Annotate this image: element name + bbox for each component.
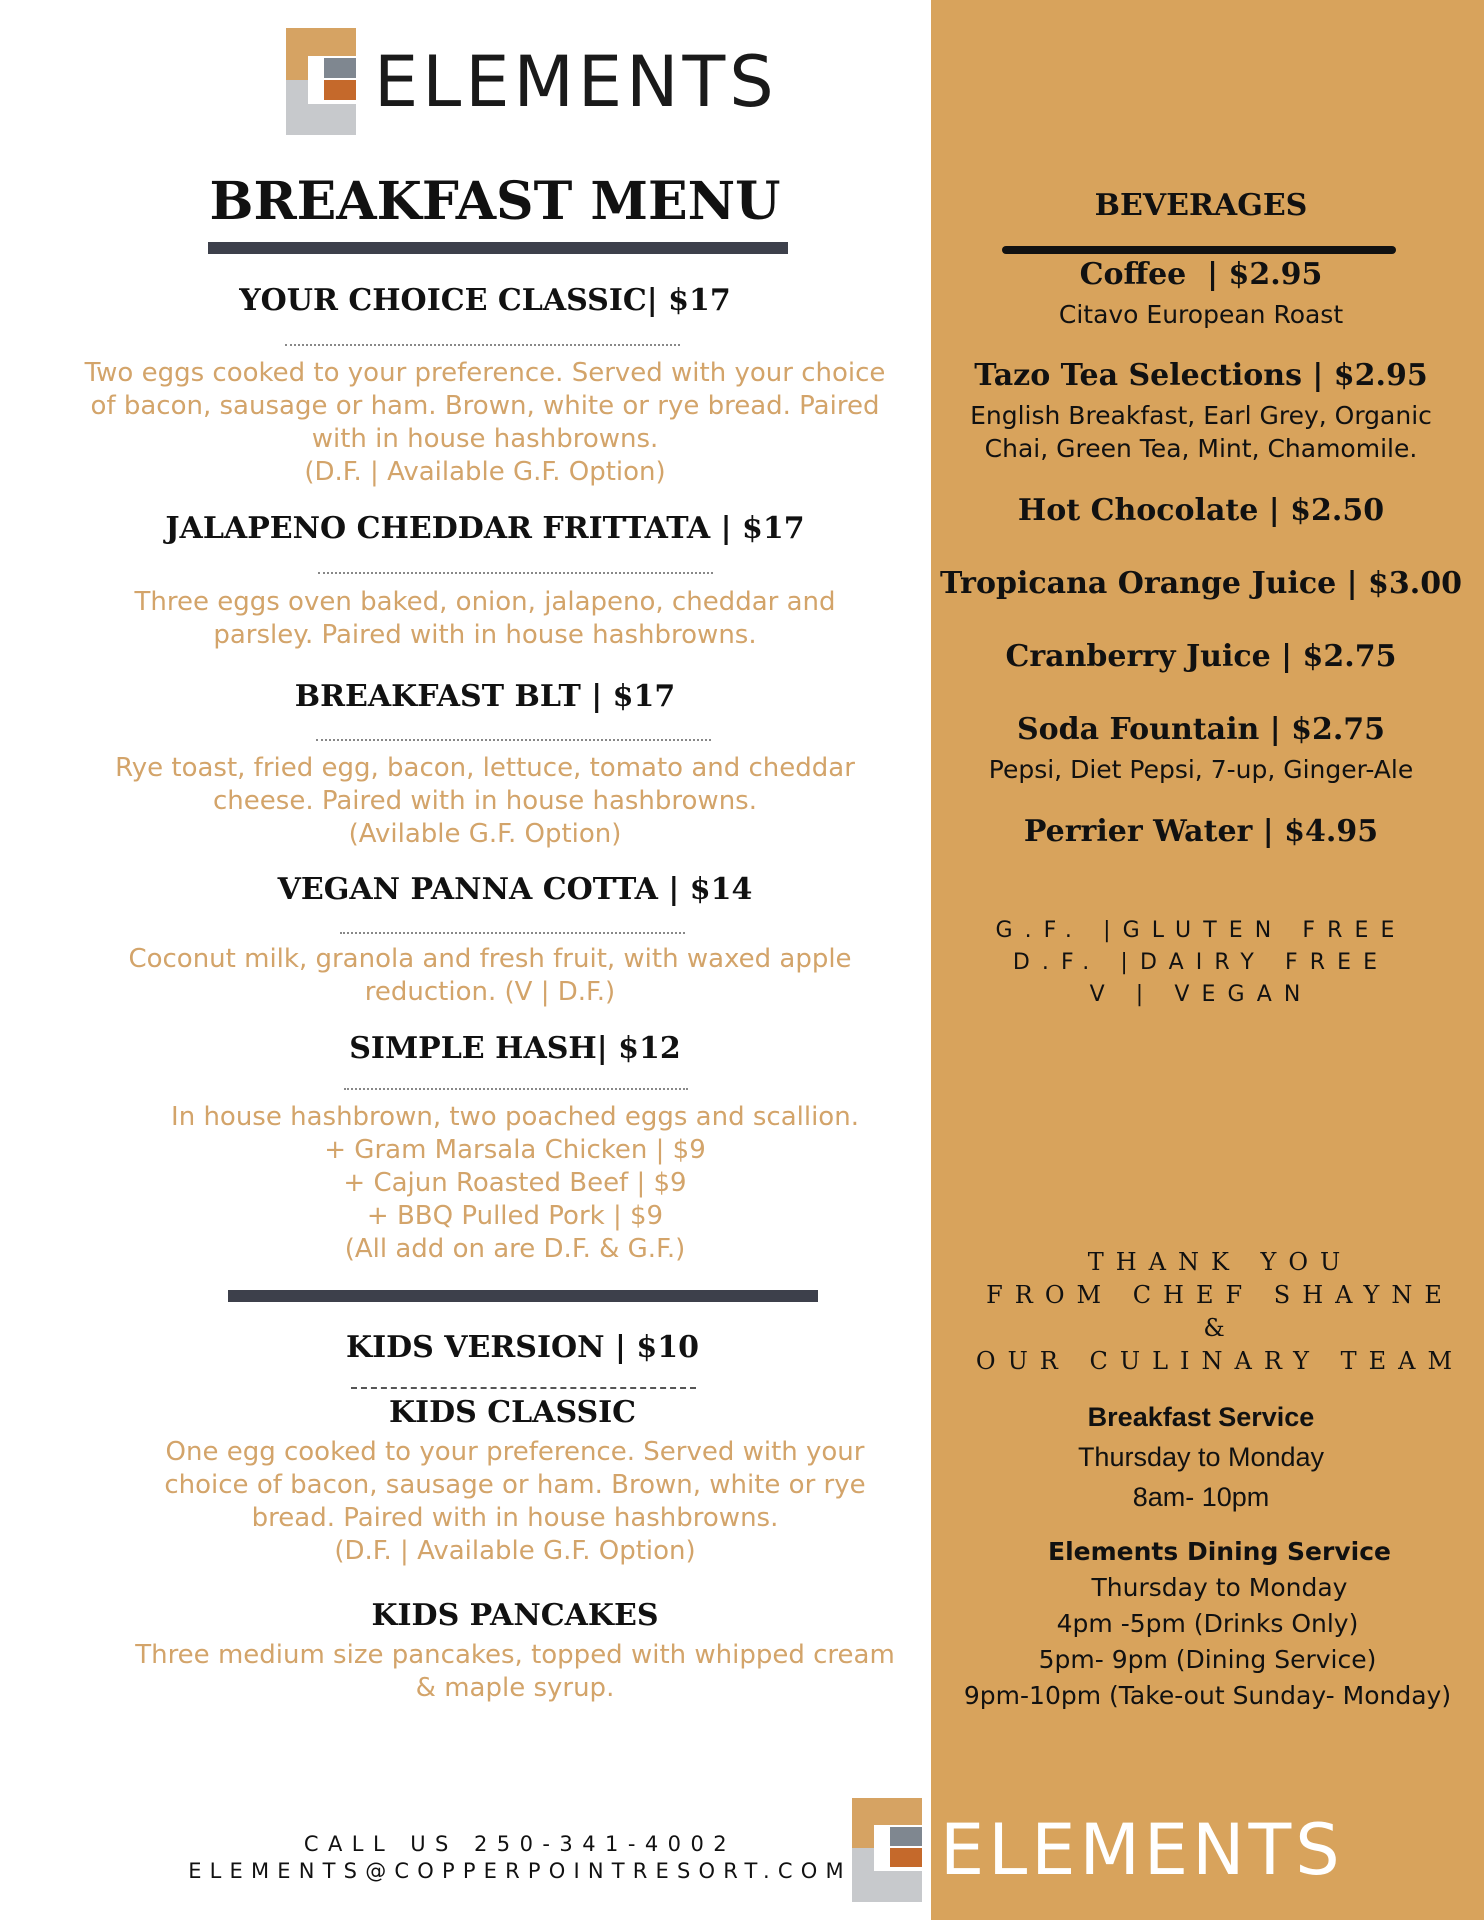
beverage-description: Pepsi, Diet Pepsi, 7-up, Ginger-Ale — [988, 755, 1414, 784]
item-divider — [340, 932, 685, 934]
menu-title: BREAKFAST MENU — [209, 171, 781, 232]
item-description: Coconut milk, granola and fresh fruit, with waxed apple reduction. (V | D.F.) — [128, 944, 852, 1007]
thank-you-message: THANK YOU FROM CHEF SHAYNE & OUR CULINARY TEAM — [975, 1248, 1465, 1375]
kids-pancakes-description: Three medium size pancakes, topped with whipped cream & maple syrup. — [135, 1640, 895, 1703]
item-divider — [316, 739, 711, 741]
kids-classic-description: One egg cooked to your preference. Served with your choice of bacon, sausage or ham. Brown, white or rye bread. Paired with in house hashbrowns. (D.F. | Available G.F. Option) — [164, 1437, 866, 1566]
beverage-name: Hot Chocolate | $2.50 — [1017, 493, 1385, 528]
contact-phone[interactable]: CALL US 250-341-4002 — [303, 1832, 737, 1856]
kids-section-bar — [228, 1290, 818, 1302]
item-title: SIMPLE HASH| $12 — [349, 1031, 681, 1066]
beverage-name: Tazo Tea Selections | $2.95 — [974, 358, 1428, 393]
kids-divider — [351, 1387, 696, 1389]
item-description: Two eggs cooked to your preference. Served with your choice of bacon, sausage or ham. Brown, white or rye bread. Paired with in house hashbrowns. (D.F. | Available G.F. Option) — [84, 358, 886, 487]
kids-pancakes-title: KIDS PANCAKES — [371, 1598, 659, 1633]
item-title: JALAPENO CHEDDAR FRITTATA | $17 — [165, 511, 805, 546]
item-divider — [318, 572, 713, 574]
contact-email[interactable]: ELEMENTS@COPPERPOINTRESORT.COM — [188, 1859, 852, 1883]
bottom-logo — [852, 1798, 1372, 1908]
beverage-name: Perrier Water | $4.95 — [1023, 814, 1379, 849]
item-description: Three eggs oven baked, onion, jalapeno, cheddar and parsley. Paired with in house hashbrowns. — [134, 587, 836, 650]
kids-title: KIDS VERSION | $10 — [346, 1330, 699, 1365]
beverage-name: Soda Fountain | $2.75 — [1016, 712, 1386, 747]
title-underline-bar — [208, 242, 788, 254]
dietary-legend: G.F. |GLUTEN FREE D.F. |DAIRY FREE V | VEGAN — [995, 918, 1407, 1007]
item-description: In house hashbrown, two poached eggs and scallion. + Gram Marsala Chicken | $9 + Cajun Roasted Beef | $9 + BBQ Pulled Pork | $9 (All add on are D.F. & G.F.) — [171, 1102, 859, 1264]
beverage-name: Tropicana Orange Juice | $3.00 — [940, 566, 1462, 601]
item-title: VEGAN PANNA COTTA | $14 — [277, 872, 753, 907]
dining-hours-title: Elements Dining Service — [1048, 1537, 1391, 1566]
item-description: Rye toast, fried egg, bacon, lettuce, tomato and cheddar cheese. Paired with in house hashbrowns. (Avilable G.F. Option) — [115, 753, 855, 849]
breakfast-hours-title: Breakfast Service — [1087, 1402, 1315, 1432]
beverages-underline — [1002, 246, 1396, 254]
dining-hours: Elements Dining Service Thursday to Monday 4pm -5pm (Drinks Only) 5pm- 9pm (Dining Service) 9pm-10pm (Take-out Sunday- Monday) — [931, 1534, 1484, 1714]
beverage-name: Coffee | $2.95 — [1079, 257, 1323, 292]
beverage-description: English Breakfast, Earl Grey, Organic Chai, Green Tea, Mint, Chamomile. — [970, 401, 1432, 463]
item-divider — [285, 344, 680, 346]
logo-mark-icon — [286, 28, 356, 135]
beverages-heading: BEVERAGES — [1094, 188, 1308, 223]
top-logo — [286, 28, 786, 138]
brand-wordmark: ELEMENTS — [940, 1809, 1344, 1891]
beverage-name: Cranberry Juice | $2.75 — [1005, 639, 1397, 674]
item-title: BREAKFAST BLT | $17 — [294, 679, 676, 714]
item-divider — [344, 1088, 688, 1090]
logo-mark-icon — [852, 1798, 922, 1902]
breakfast-hours: Breakfast Service Thursday to Monday 8am- 10pm — [931, 1397, 1471, 1517]
brand-wordmark: ELEMENTS — [374, 41, 778, 123]
kids-classic-title: KIDS CLASSIC — [388, 1395, 637, 1430]
beverage-description: Citavo European Roast — [1058, 300, 1344, 329]
item-title: YOUR CHOICE CLASSIC| $17 — [239, 283, 731, 318]
